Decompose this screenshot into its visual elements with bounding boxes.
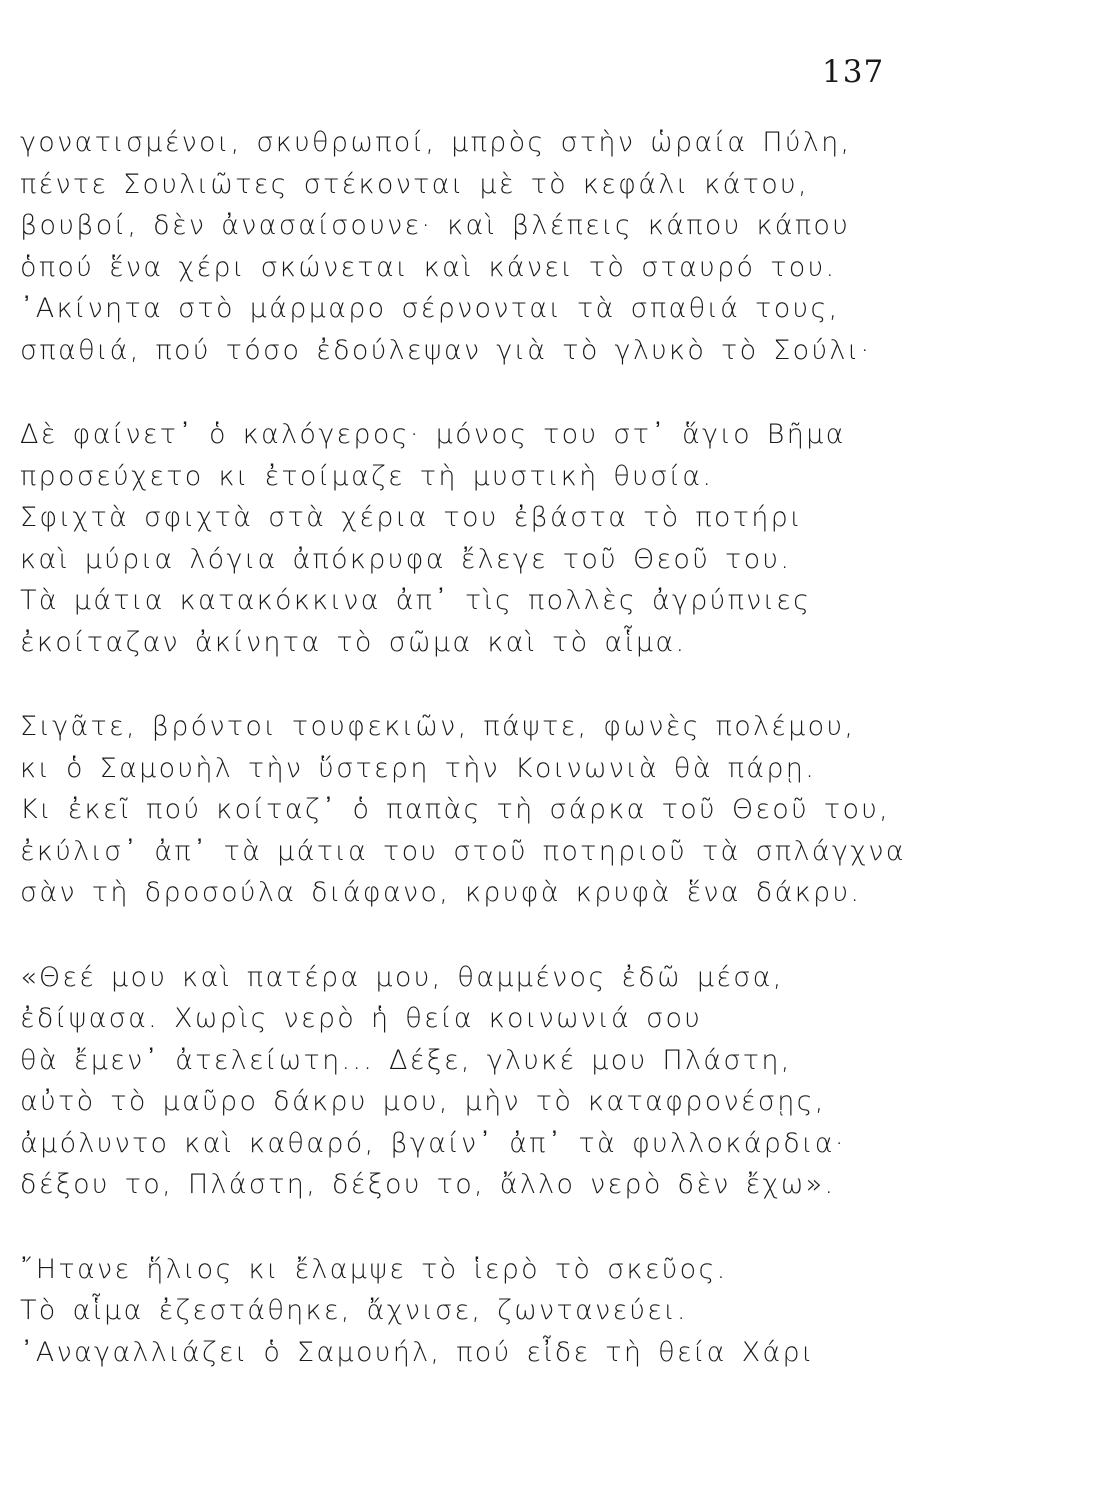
poem-line: αὐτὸ τὸ μαῦρο δάκρυ μου, μὴν τὸ καταφρονέσῃς, xyxy=(20,1086,826,1117)
poem-line: προσεύχετο κι ἐτοίμαζε τὴ μυστικὴ θυσία. xyxy=(20,460,714,492)
poem-line: Δὲ φαίνετ᾿ ὁ καλόγερος· μόνος του στ᾿ ἅγιο Βῆμα xyxy=(20,419,846,450)
poem-line: σὰν τὴ δροσούλα διάφανο, κρυφὰ κρυφὰ ἕνα δάκρυ. xyxy=(20,877,862,908)
poem-line: ᾿Ακίνητα στὸ μάρμαρο σέρνονται τὰ σπαθιά τους, xyxy=(20,293,840,324)
poem-line: Σφιχτὰ σφιχτὰ στὰ χέρια του ἐβάστα τὸ ποτήρι xyxy=(20,502,803,533)
poem-line: ἐδίψασα. Χωρὶς νερὸ ἡ θεία κοινωνιά σου xyxy=(20,1003,703,1034)
poem-line: βουβοί, δὲν ἀνασαίσουνε· καὶ βλέπεις κάπου κάπου xyxy=(20,210,851,241)
poem-line: Σιγᾶτε, βρόντοι τουφεκιῶν, πάψτε, φωνὲς πολέμου, xyxy=(20,711,856,742)
stanza-2 xyxy=(20,414,1080,663)
stanza-1 xyxy=(20,122,1080,371)
stanza-5 xyxy=(20,1249,1080,1374)
poem-line: Τὰ μάτια κατακόκκινα ἀπ᾿ τὶς πολλὲς ἀγρύπνιες xyxy=(20,585,812,616)
poem-line: θὰ ἔμεν᾿ ἀτελείωτη... Δέξε, γλυκέ μου Πλάστη, xyxy=(20,1044,792,1076)
poem-line: δέξου το, Πλάστη, δέξου το, ἄλλο νερὸ δὲν ἔχω». xyxy=(20,1169,836,1200)
poem-body xyxy=(20,122,1080,1373)
poem-line: Κι ἐκεῖ πού κοίταζ᾿ ὁ παπὰς τὴ σάρκα τοῦ Θεοῦ του, xyxy=(20,794,891,825)
poem-line: κι ὁ Σαμουὴλ τὴν ὕστερη τὴν Κοινωνιὰ θὰ πάρῃ. xyxy=(20,752,817,784)
poem-line: ἐκοίταζαν ἀκίνητα τὸ σῶμα καὶ τὸ αἷμα. xyxy=(20,626,687,658)
poem-line: «Θεέ μου καὶ πατέρα μου, θαμμένος ἐδῶ μέσα, xyxy=(20,961,784,993)
poem-line: ἐκύλισ᾿ ἀπ᾿ τὰ μάτια του στοῦ ποτηριοῦ τὰ σπλάγχνα xyxy=(20,835,906,867)
poem-line: Τὸ αἷμα ἐζεστάθηκε, ἄχνισε, ζωντανεύει. xyxy=(20,1295,688,1326)
poem-line: σπαθιά, πού τόσο ἐδούλεψαν γιὰ τὸ γλυκὸ τὸ Σούλι· xyxy=(20,334,872,366)
poem-line: ῎Ητανε ἥλιος κι ἔλαμψε τὸ ἱερὸ τὸ σκεῦος. xyxy=(20,1253,728,1285)
stanza-3 xyxy=(20,706,1080,914)
poem-line: πέντε Σουλιῶτες στέκονται μὲ τὸ κεφάλι κάτου, xyxy=(20,168,809,200)
page-number: 137 xyxy=(822,54,885,90)
poem-line: ὁπού ἕνα χέρι σκώνεται καὶ κάνει τὸ σταυρό του. xyxy=(20,251,837,283)
poem-line: καὶ μύρια λόγια ἀπόκρυφα ἔλεγε τοῦ Θεοῦ του. xyxy=(20,543,792,575)
poem-line: ἀμόλυντο καὶ καθαρό, βγαίν᾿ ἀπ᾿ τὰ φυλλοκάρδια· xyxy=(20,1127,846,1159)
poem-line: ᾿Αναγαλλιάζει ὁ Σαμουήλ, πού εἶδε τὴ θεία Χάρι xyxy=(20,1336,815,1368)
poem-line: γονατισμένοι, σκυθρωποί, μπρὸς στὴν ὡραία Πύλη, xyxy=(20,127,852,158)
stanza-4 xyxy=(20,957,1080,1206)
